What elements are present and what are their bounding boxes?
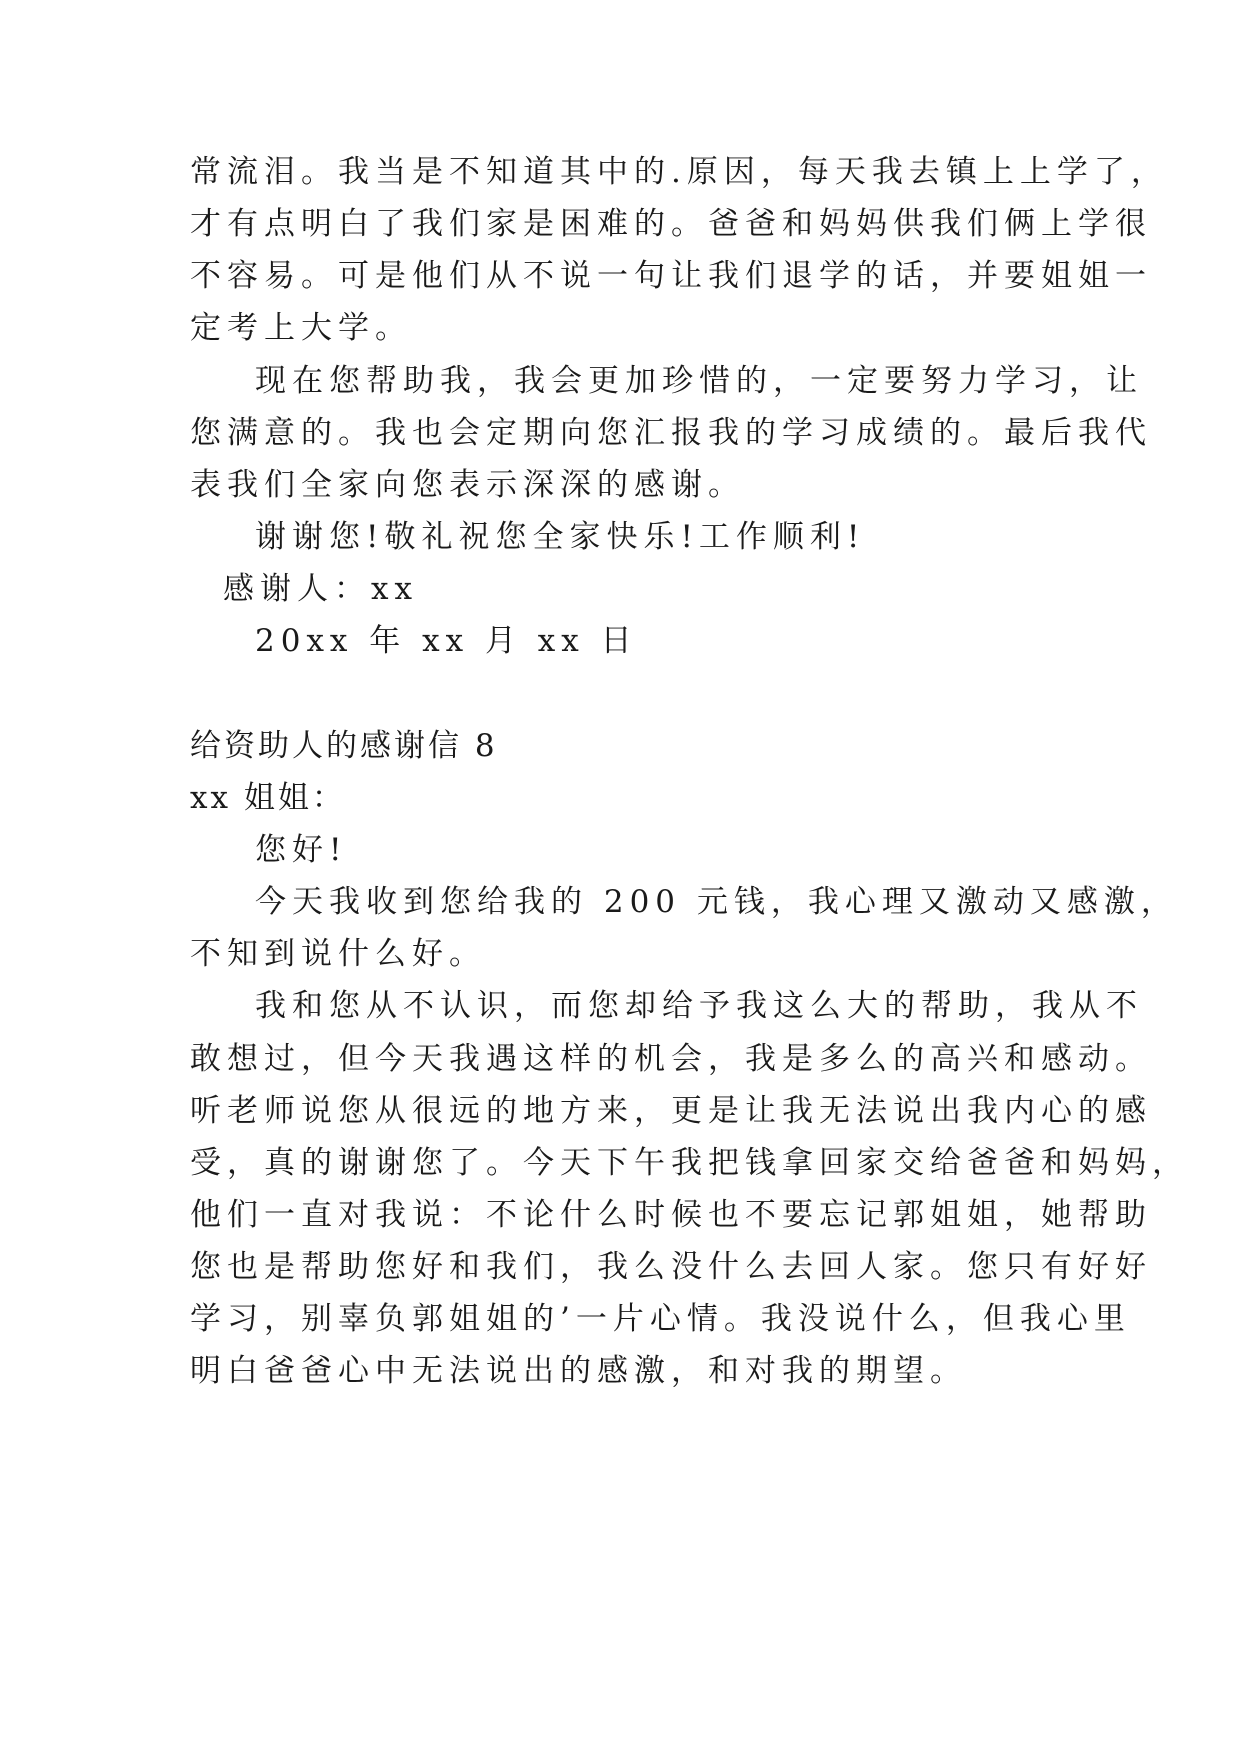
letter7-date: 20xx 年 xx 月 xx 日 [255, 623, 638, 659]
letter7-para1-line2: 才有点明白了我们家是困难的。爸爸和妈妈供我们俩上学很 [190, 206, 1152, 242]
letter7-para2-line1: 现在您帮助我，我会更加珍惜的，一定要努力学习，让 [255, 363, 1143, 399]
letter8-para2-line1: 我和您从不认识，而您却给予我这么大的帮助，我从不 [255, 988, 1143, 1024]
letter8-para1-line1: 今天我收到您给我的 200 元钱，我心理又激动又感激， [255, 884, 1178, 920]
letter8-para2-line6: 您也是帮助您好和我们，我么没什么去回人家。您只有好好 [190, 1249, 1152, 1285]
letter8-para2-line4: 受，真的谢谢您了。今天下午我把钱拿回家交给爸爸和妈妈， [190, 1145, 1189, 1181]
letter7-closing: 谢谢您!敬礼祝您全家快乐!工作顺利! [255, 519, 866, 555]
letter8-title: 给资助人的感谢信 8 [190, 728, 498, 764]
letter7-signature: 感谢人：xx [223, 571, 418, 607]
letter8-para1-line2: 不知到说什么好。 [190, 936, 486, 972]
letter8-para2-line3: 听老师说您从很远的地方来，更是让我无法说出我内心的感 [190, 1093, 1152, 1129]
letter8-para2-line8: 明白爸爸心中无法说出的感激，和对我的期望。 [190, 1353, 967, 1389]
letter8-para2-line5: 他们一直对我说：不论什么时候也不要忘记郭姐姐，她帮助 [190, 1197, 1152, 1233]
letter7-para2-line2: 您满意的。我也会定期向您汇报我的学习成绩的。最后我代 [190, 415, 1152, 451]
letter7-para1-line4: 定考上大学。 [190, 310, 412, 346]
letter8-hello: 您好! [255, 832, 348, 868]
letter7-para1-line3: 不容易。可是他们从不说一句让我们退学的话，并要姐姐一 [190, 258, 1152, 294]
letter7-para1-line1: 常流泪。我当是不知道其中的.原因，每天我去镇上上学了， [190, 154, 1168, 190]
letter8-para2-line7: 学习，别辜负郭姐姐的’一片心情。我没说什么，但我心里 [190, 1301, 1131, 1337]
letter8-salutation: xx 姐姐： [190, 780, 346, 816]
letter8-para2-line2: 敢想过，但今天我遇这样的机会，我是多么的高兴和感动。 [190, 1041, 1152, 1077]
letter7-para2-line3: 表我们全家向您表示深深的感谢。 [190, 467, 745, 503]
